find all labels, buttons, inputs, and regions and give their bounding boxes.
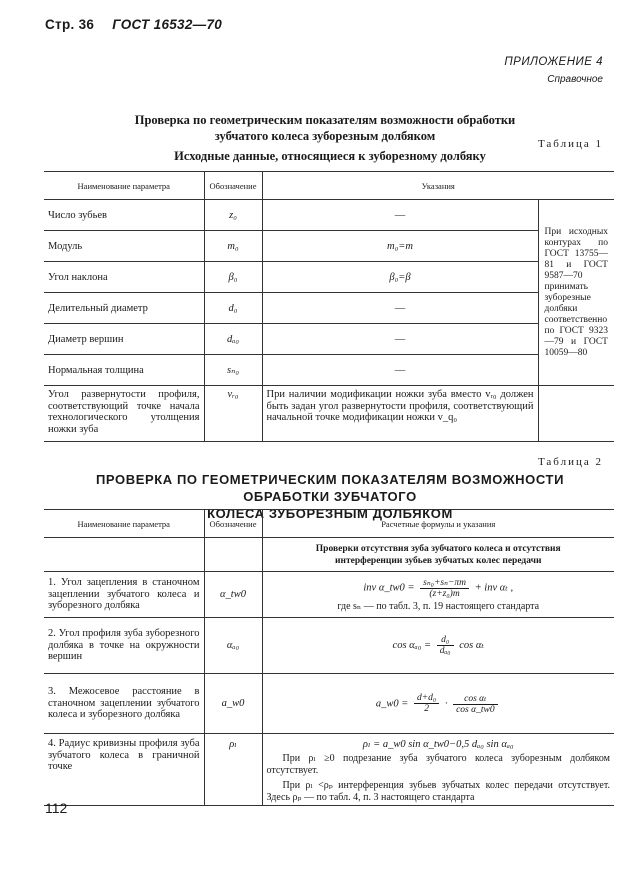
formula-left: inv α_tw0 = [363, 582, 415, 594]
table1-header-symbol: Обозначение [204, 172, 262, 200]
standard-label: ГОСТ 16532—70 [112, 17, 223, 32]
formula-right: + inv αₜ , [474, 582, 514, 594]
table2-subheader-line1: Проверки отсутствия зуба зубчатого колеса и отсутствия [315, 543, 561, 554]
fraction [453, 693, 498, 715]
table1 [44, 171, 614, 442]
table1-header-row [44, 172, 614, 200]
row-name: Делительный диаметр [44, 293, 204, 324]
row-name: Нормальная толщина [44, 355, 204, 386]
row-note: — [262, 324, 538, 355]
table-row [44, 734, 614, 806]
denominator: cos α_tw0 [456, 704, 495, 715]
table-row [44, 293, 614, 324]
table-row [44, 618, 614, 674]
row-name: 1. Угол зацепления в станочном зацеплении зубчатого колеса и зуборезного долбяка [44, 572, 204, 618]
table1-title: Исходные данные, относящиеся к зуборезному долбяку [174, 149, 486, 163]
row-symbol: a_w0 [204, 674, 262, 734]
formula-note: При ρₗ <ρₚ интерференция зубьев зубчатых колес передачи отсутствует. Здесь ρₚ — по табл. 4, п. 3 настоящего стандарта [266, 780, 610, 803]
denominator: dₐ₀ [439, 646, 451, 656]
fraction [437, 635, 454, 656]
row-note: — [262, 200, 538, 231]
numerator: d₀ [437, 635, 454, 646]
row-note: — [262, 355, 538, 386]
row-name: Модуль [44, 231, 204, 262]
row-note: m₀=m [262, 231, 538, 262]
row-name: 3. Межосевое расстояние в станочном зацеплении зубчатого колеса и зуборезного долбяка [44, 674, 204, 734]
row-note: При наличии модификации ножки зуба вместо vᵣ₀ должен быть задан угол развернутости профиля, соответствующий начальной точке модификации ножки v_q₀ [262, 386, 538, 442]
formula [267, 635, 611, 656]
row-formula-cell [262, 734, 614, 806]
table2-header-symbol: Обозначение [204, 510, 262, 538]
table-row [44, 200, 614, 231]
table2-subheader [262, 538, 614, 572]
section1-title-line1: Проверка по геометрическим показателям возможности обработки [134, 113, 516, 127]
row-symbol: β₀ [204, 262, 262, 293]
row-name: Угол развернутости профиля, соответствующий точке начала технологического утолщения ножки зуба [44, 386, 204, 442]
table1-header-name: Наименование параметра [44, 172, 204, 200]
formula-note: где sₙ — по табл. 3, п. 19 настоящего стандарта [337, 601, 540, 612]
table2-header-formulas: Расчетные формулы и указания [262, 510, 614, 538]
table1-header-notes: Указания [262, 172, 614, 200]
empty-cell [204, 538, 262, 572]
denominator: 2 [424, 704, 429, 714]
page-number: 112 [45, 800, 68, 816]
row-symbol: sₙ₀ [204, 355, 262, 386]
table2-subheader-row [44, 538, 614, 572]
table2-subheader-line2: интерференции зубьев зубчатых колес передачи [335, 555, 542, 566]
formula-note: При ρₗ ≥0 подрезание зуба зубчатого колеса зуборезным долбяком отсутствует. [266, 753, 610, 776]
fraction [414, 693, 439, 714]
row-note: β₀=β [262, 262, 538, 293]
row-formula-cell [262, 674, 614, 734]
formula [267, 693, 611, 715]
section2-title-line2: КОЛЕСА ЗУБОРЕЗНЫМ ДОЛБЯКОМ [207, 506, 453, 521]
row-name: 4. Радиус кривизны профиля зуба зубчатого колеса в граничной точке [44, 734, 204, 806]
row-symbol: α_tw0 [204, 572, 262, 618]
formula: ρₗ = a_w0 sin α_tw0−0,5 dₐ₀ sin αₐ₀ [362, 739, 514, 750]
row-note: — [262, 293, 538, 324]
formula-left: a_w0 = [375, 697, 409, 709]
section2-title-line1: ПРОВЕРКА ПО ГЕОМЕТРИЧЕСКИМ ПОКАЗАТЕЛЯМ ВОЗМОЖНОСТИ ОБРАБОТКИ ЗУБЧАТОГО [95, 472, 565, 504]
row-symbol: m₀ [204, 231, 262, 262]
appendix-block [504, 56, 603, 85]
numerator: cos αₜ [453, 693, 498, 705]
row-formula-cell [262, 572, 614, 618]
row-name: Число зубьев [44, 200, 204, 231]
row-name: Диаметр вершин [44, 324, 204, 355]
table-row [44, 262, 614, 293]
formula-left: cos αₐ₀ = [392, 639, 432, 651]
table1-label: Таблица 1 [537, 138, 603, 150]
row-symbol: ρₗ [204, 734, 262, 806]
table-row [44, 324, 614, 355]
appendix-subtitle: Справочное [547, 74, 603, 85]
table2-label: Таблица 2 [537, 456, 603, 468]
row-formula-cell [262, 618, 614, 674]
row-symbol: dₐ₀ [204, 324, 262, 355]
formula [267, 577, 611, 599]
table-row [44, 386, 614, 442]
table-row [44, 674, 614, 734]
numerator: d+d₀ [414, 693, 439, 704]
table2-header-name: Наименование параметра [44, 510, 204, 538]
table-row [44, 355, 614, 386]
page-label: Стр. 36 [45, 17, 95, 32]
table-row [44, 231, 614, 262]
table2 [44, 509, 614, 806]
table1-side-note: При исходных контурах по ГОСТ 13755—81 и ГОСТ 9587—70 принимать зуборезные долбяки соответственно по ГОСТ 9323—79 и ГОСТ 10059—80 [538, 200, 614, 386]
row-symbol: d₀ [204, 293, 262, 324]
denominator: (z+z₀)m [429, 589, 460, 599]
row-name: 2. Угол профиля зуба зуборезного долбяка в точке на окружности вершин [44, 618, 204, 674]
row-name: Угол наклона [44, 262, 204, 293]
row-symbol: z₀ [204, 200, 262, 231]
row-symbol: vᵣ₀ [204, 386, 262, 442]
empty-cell [44, 538, 204, 572]
section1-title [110, 112, 540, 144]
formula-right: cos αₜ [459, 639, 484, 651]
page-header [45, 17, 222, 32]
numerator: sₙ₀+sₙ−πm [420, 577, 469, 589]
section1-title-line2: зубчатого колеса зуборезным долбяком [214, 129, 436, 143]
appendix-title: ПРИЛОЖЕНИЕ 4 [504, 56, 603, 68]
empty-cell [538, 386, 614, 442]
formula-mid: · [444, 697, 448, 709]
row-symbol: αₐ₀ [204, 618, 262, 674]
fraction [420, 577, 469, 599]
table-row [44, 572, 614, 618]
table2-header-row [44, 510, 614, 538]
